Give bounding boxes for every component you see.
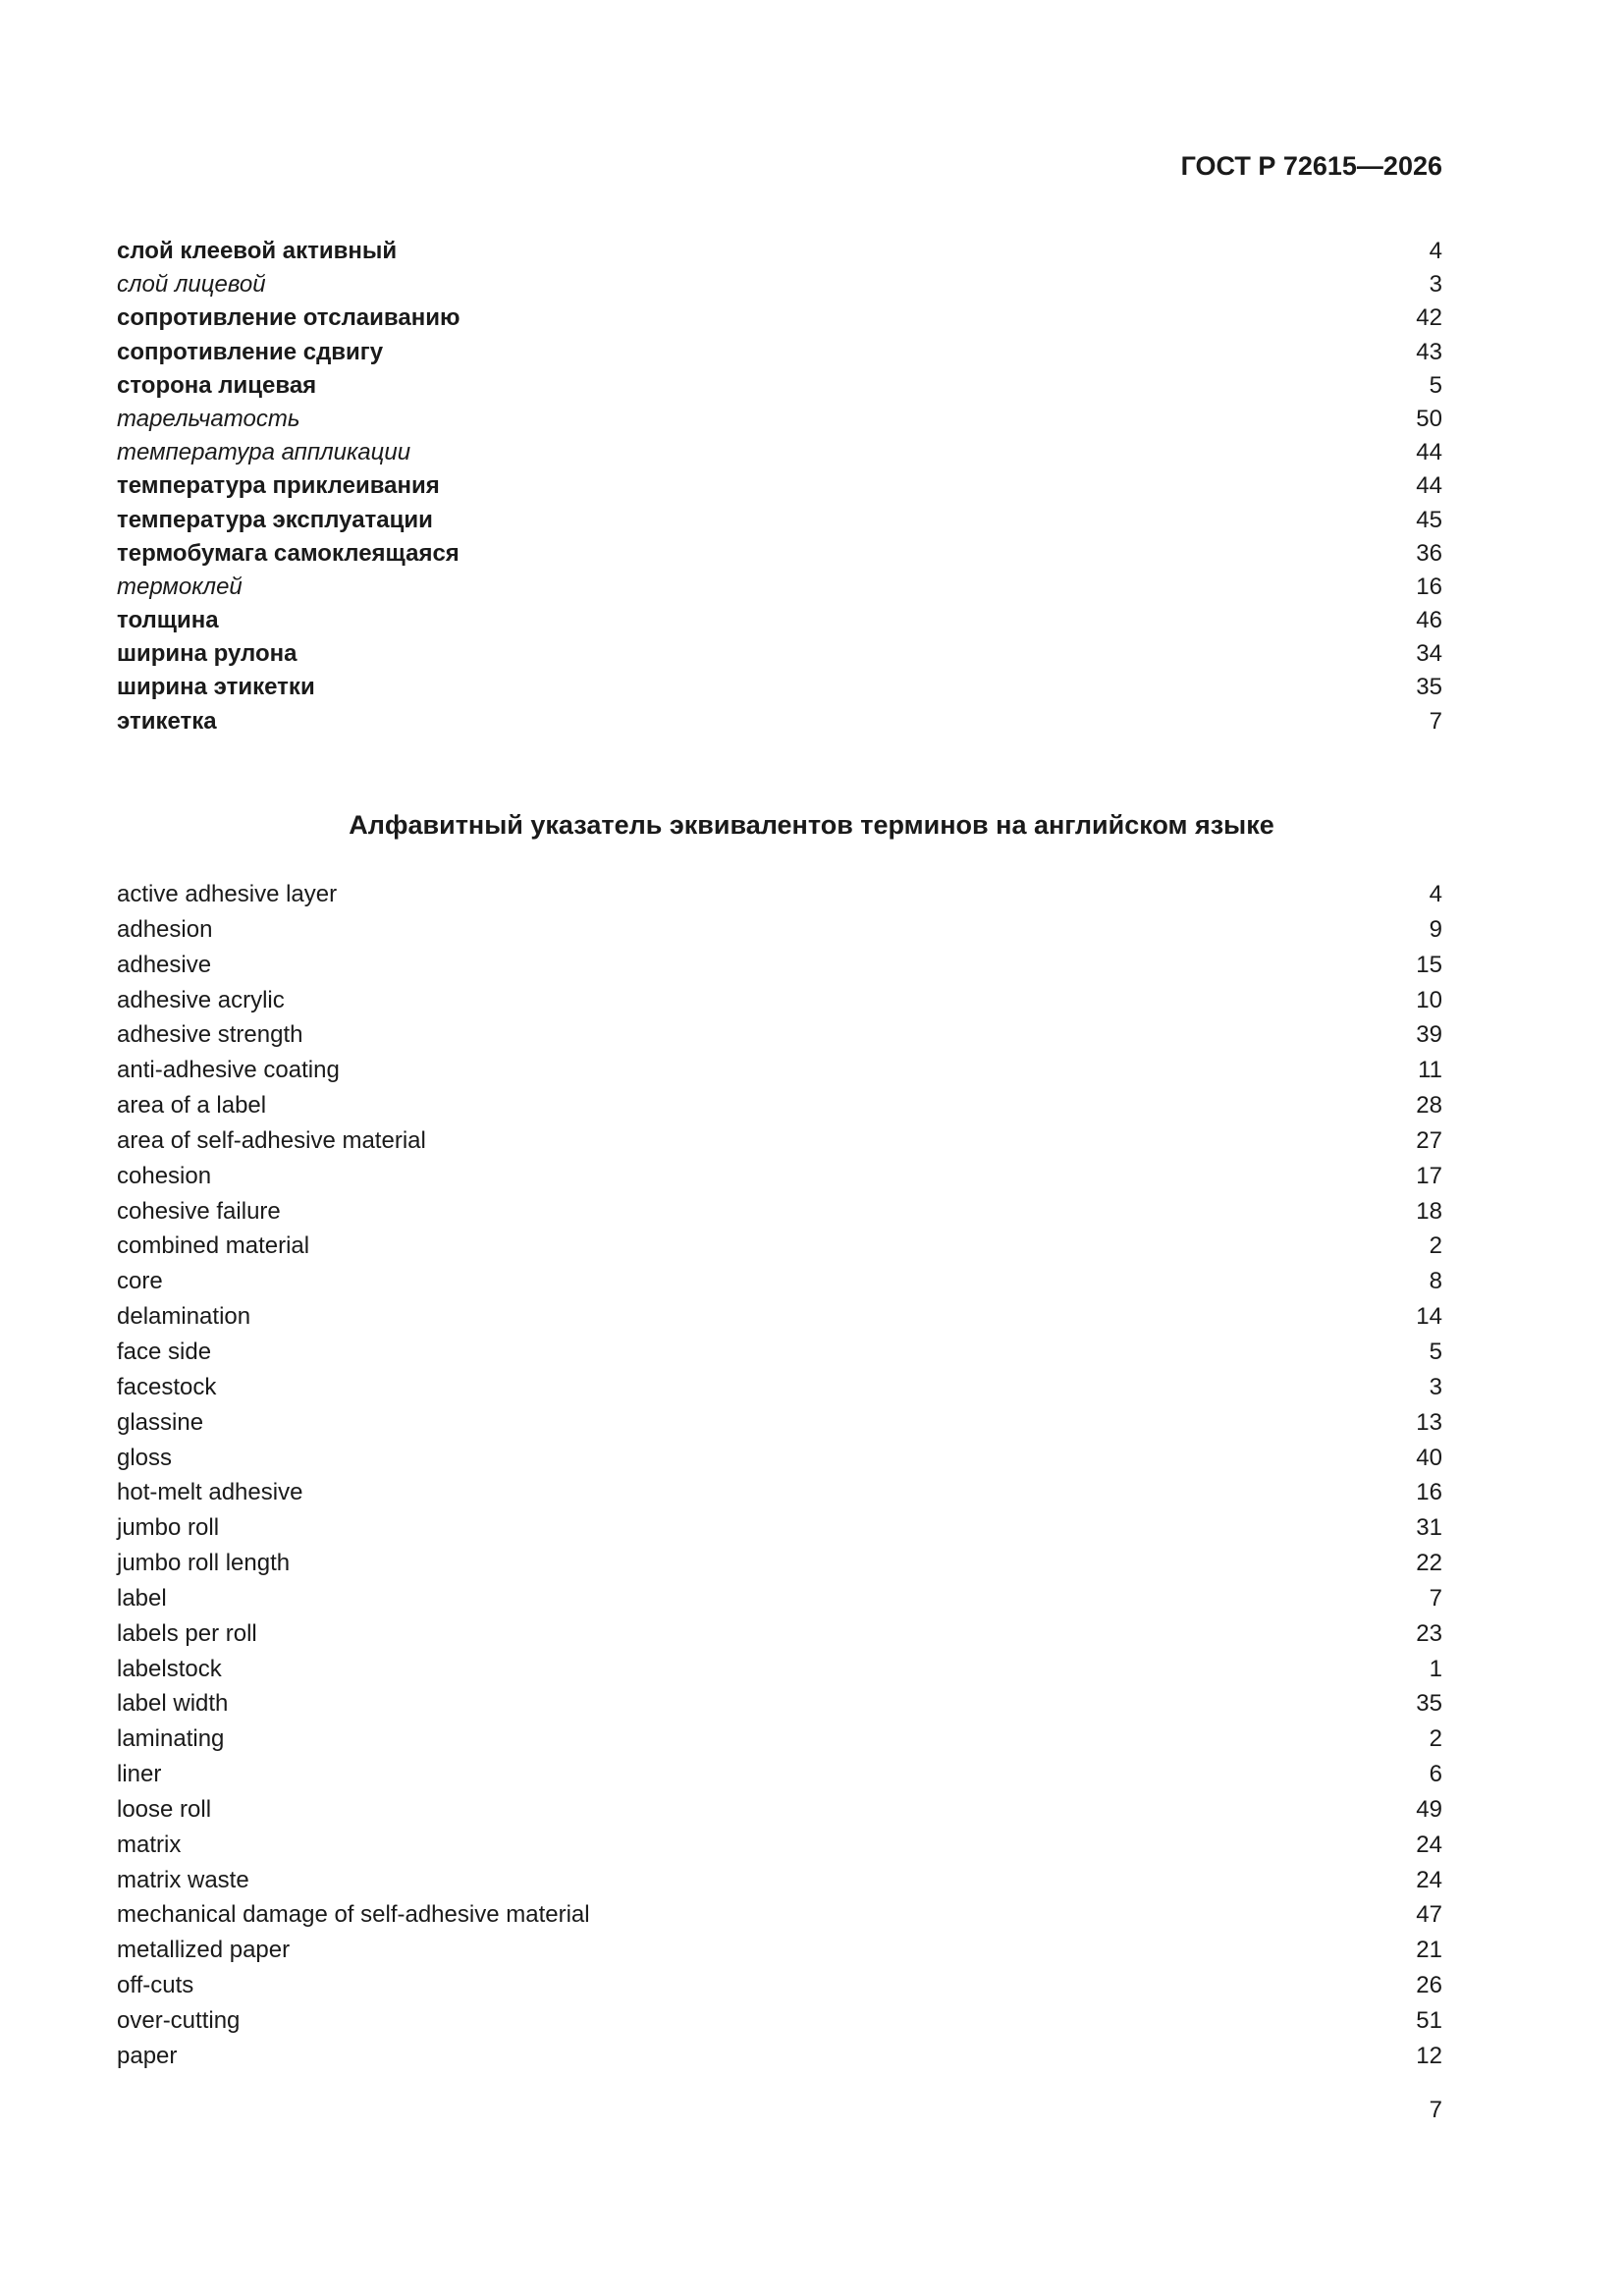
index-term: слой клеевой активный (117, 238, 398, 264)
index-term-number: 7 (1429, 707, 1442, 735)
index-term-number: 7 (1429, 1584, 1442, 1612)
index-term: hot-melt adhesive (117, 1479, 303, 1506)
index-term: этикетка (117, 707, 217, 735)
index-term: сторона лицевая (117, 371, 317, 399)
index-entry (117, 571, 1442, 604)
index-term-number: 36 (1416, 539, 1442, 567)
index-term: jumbo roll (117, 1514, 220, 1542)
index-term-number: 40 (1416, 1444, 1442, 1471)
index-term: facestock (117, 1373, 217, 1400)
index-term: label (117, 1584, 167, 1612)
index-term-number: 9 (1429, 915, 1442, 943)
index-entry (117, 1475, 1442, 1510)
index-entry (117, 671, 1442, 704)
index-entry (117, 1722, 1442, 1757)
index-entry (117, 1652, 1442, 1687)
index-term: cohesive failure (117, 1197, 281, 1225)
index-entry (117, 1581, 1442, 1616)
index-entry (117, 504, 1442, 537)
index-term-number: 5 (1429, 371, 1442, 399)
index-entry (117, 1933, 1442, 1968)
index-term-number: 4 (1429, 238, 1442, 264)
index-term: delamination (117, 1303, 251, 1331)
index-term: cohesion (117, 1162, 212, 1189)
index-term-number: 50 (1416, 405, 1442, 432)
index-term-number: 3 (1429, 1373, 1442, 1400)
document-code: ГОСТ Р 72615—2026 (1180, 151, 1442, 181)
index-term-number: 6 (1429, 1761, 1442, 1788)
index-entry (117, 2039, 1442, 2074)
index-entry (117, 1053, 1442, 1088)
index-term-number: 34 (1416, 640, 1442, 668)
index-term-number: 42 (1416, 304, 1442, 332)
index-term-number: 24 (1416, 1866, 1442, 1893)
index-entry (117, 469, 1442, 503)
index-entry (117, 1863, 1442, 1898)
index-term-number: 13 (1416, 1408, 1442, 1436)
index-term: температура аппликации (117, 439, 411, 466)
index-term-number: 1 (1429, 1655, 1442, 1682)
index-term-number: 39 (1416, 1021, 1442, 1049)
index-entry (117, 1229, 1442, 1264)
index-entry (117, 268, 1442, 301)
index-term: matrix waste (117, 1866, 249, 1893)
index-term: gloss (117, 1444, 173, 1471)
index-term: over-cutting (117, 2007, 241, 2034)
index-entry (117, 1370, 1442, 1405)
index-term-number: 17 (1416, 1162, 1442, 1189)
index-term: liner (117, 1761, 162, 1788)
index-term: label width (117, 1690, 229, 1718)
index-term: ширина рулона (117, 640, 298, 668)
index-entry (117, 1686, 1442, 1722)
index-term: тарельчатость (117, 405, 300, 432)
index-term-number: 21 (1416, 1937, 1442, 1964)
index-term: combined material (117, 1232, 310, 1260)
index-term: glassine (117, 1408, 204, 1436)
index-term: температура эксплуатации (117, 506, 433, 533)
index-entry (117, 1017, 1442, 1053)
index-entry (117, 1441, 1442, 1476)
index-term: ширина этикетки (117, 674, 315, 701)
index-term-number: 16 (1416, 573, 1442, 600)
index-entry (117, 1897, 1442, 1933)
index-term-number: 15 (1416, 951, 1442, 978)
index-term-number: 28 (1416, 1092, 1442, 1120)
index-term-number: 24 (1416, 1831, 1442, 1858)
index-term-number: 46 (1416, 607, 1442, 634)
index-term-number: 49 (1416, 1795, 1442, 1823)
index-entry (117, 604, 1442, 637)
index-term-number: 16 (1416, 1479, 1442, 1506)
index-term: температура приклеивания (117, 472, 440, 500)
index-term: paper (117, 2042, 178, 2069)
index-term: off-cuts (117, 1972, 194, 1999)
index-term: laminating (117, 1725, 225, 1753)
index-entry (117, 336, 1442, 369)
index-term-number: 8 (1429, 1268, 1442, 1295)
index-entry (117, 2003, 1442, 2039)
index-term: сопротивление сдвигу (117, 338, 384, 365)
index-entry (117, 1546, 1442, 1581)
index-term-number: 2 (1429, 1725, 1442, 1753)
index-term: mechanical damage of self-adhesive material (117, 1901, 590, 1929)
index-term-number: 35 (1416, 1690, 1442, 1718)
index-entry (117, 1335, 1442, 1370)
index-entry (117, 637, 1442, 671)
russian-term-index (117, 235, 1442, 738)
index-term: термобумага самоклеящаяся (117, 539, 460, 567)
index-entry (117, 1159, 1442, 1194)
index-entry (117, 369, 1442, 403)
index-term: matrix (117, 1831, 182, 1858)
index-term-number: 4 (1429, 881, 1442, 907)
index-term-number: 10 (1416, 986, 1442, 1013)
index-term-number: 35 (1416, 674, 1442, 701)
index-term: adhesive acrylic (117, 986, 285, 1013)
index-term-number: 27 (1416, 1126, 1442, 1154)
english-index-title: Алфавитный указатель эквивалентов терминов на английском языке (349, 810, 1274, 840)
index-entry (117, 1510, 1442, 1546)
index-term-number: 43 (1416, 338, 1442, 365)
index-term-number: 2 (1429, 1232, 1442, 1260)
index-term-number: 14 (1416, 1303, 1442, 1331)
index-entry (117, 235, 1442, 268)
index-term: area of a label (117, 1092, 267, 1120)
index-entry (117, 403, 1442, 436)
index-entry (117, 1968, 1442, 2003)
index-entry (117, 877, 1442, 912)
index-entry (117, 1088, 1442, 1123)
index-entry (117, 436, 1442, 469)
index-term: сопротивление отслаиванию (117, 304, 460, 332)
index-term: labelstock (117, 1655, 222, 1682)
index-term: слой лицевой (117, 271, 266, 299)
index-entry (117, 301, 1442, 335)
index-entry (117, 1299, 1442, 1335)
index-term-number: 51 (1416, 2007, 1442, 2034)
index-entry (117, 1264, 1442, 1299)
index-term: толщина (117, 607, 219, 634)
index-term-number: 11 (1418, 1057, 1442, 1084)
index-term-number: 44 (1416, 472, 1442, 500)
index-term: face side (117, 1338, 212, 1365)
index-term: adhesive (117, 951, 212, 978)
index-term-number: 18 (1416, 1197, 1442, 1225)
index-term: adhesive strength (117, 1021, 303, 1049)
index-entry (117, 1616, 1442, 1652)
index-term-number: 12 (1416, 2042, 1442, 2069)
index-term: adhesion (117, 915, 213, 943)
index-entry (117, 1405, 1442, 1441)
index-entry (117, 983, 1442, 1018)
index-entry (117, 1792, 1442, 1828)
index-term: термоклей (117, 573, 243, 600)
index-term-number: 3 (1429, 271, 1442, 299)
index-term: jumbo roll length (117, 1550, 291, 1577)
index-term-number: 47 (1416, 1901, 1442, 1929)
index-term: active adhesive layer (117, 881, 338, 907)
index-entry (117, 1194, 1442, 1230)
index-term-number: 45 (1416, 506, 1442, 533)
index-entry (117, 705, 1442, 738)
index-term-number: 44 (1416, 439, 1442, 466)
index-entry (117, 537, 1442, 571)
index-term-number: 23 (1416, 1619, 1442, 1647)
index-term-number: 31 (1416, 1514, 1442, 1542)
index-entry (117, 912, 1442, 948)
index-term: loose roll (117, 1795, 212, 1823)
index-entry (117, 948, 1442, 983)
index-term: core (117, 1268, 163, 1295)
index-term-number: 22 (1416, 1550, 1442, 1577)
page-number: 7 (1429, 2097, 1442, 2123)
index-entry (117, 1123, 1442, 1159)
index-term: area of self-adhesive material (117, 1126, 426, 1154)
index-term: metallized paper (117, 1937, 291, 1964)
english-term-index (117, 877, 1442, 2074)
index-entry (117, 1757, 1442, 1792)
index-term: labels per roll (117, 1619, 257, 1647)
index-term-number: 5 (1429, 1338, 1442, 1365)
index-entry (117, 1828, 1442, 1863)
index-term-number: 26 (1416, 1972, 1442, 1999)
index-term: anti-adhesive coating (117, 1057, 340, 1084)
